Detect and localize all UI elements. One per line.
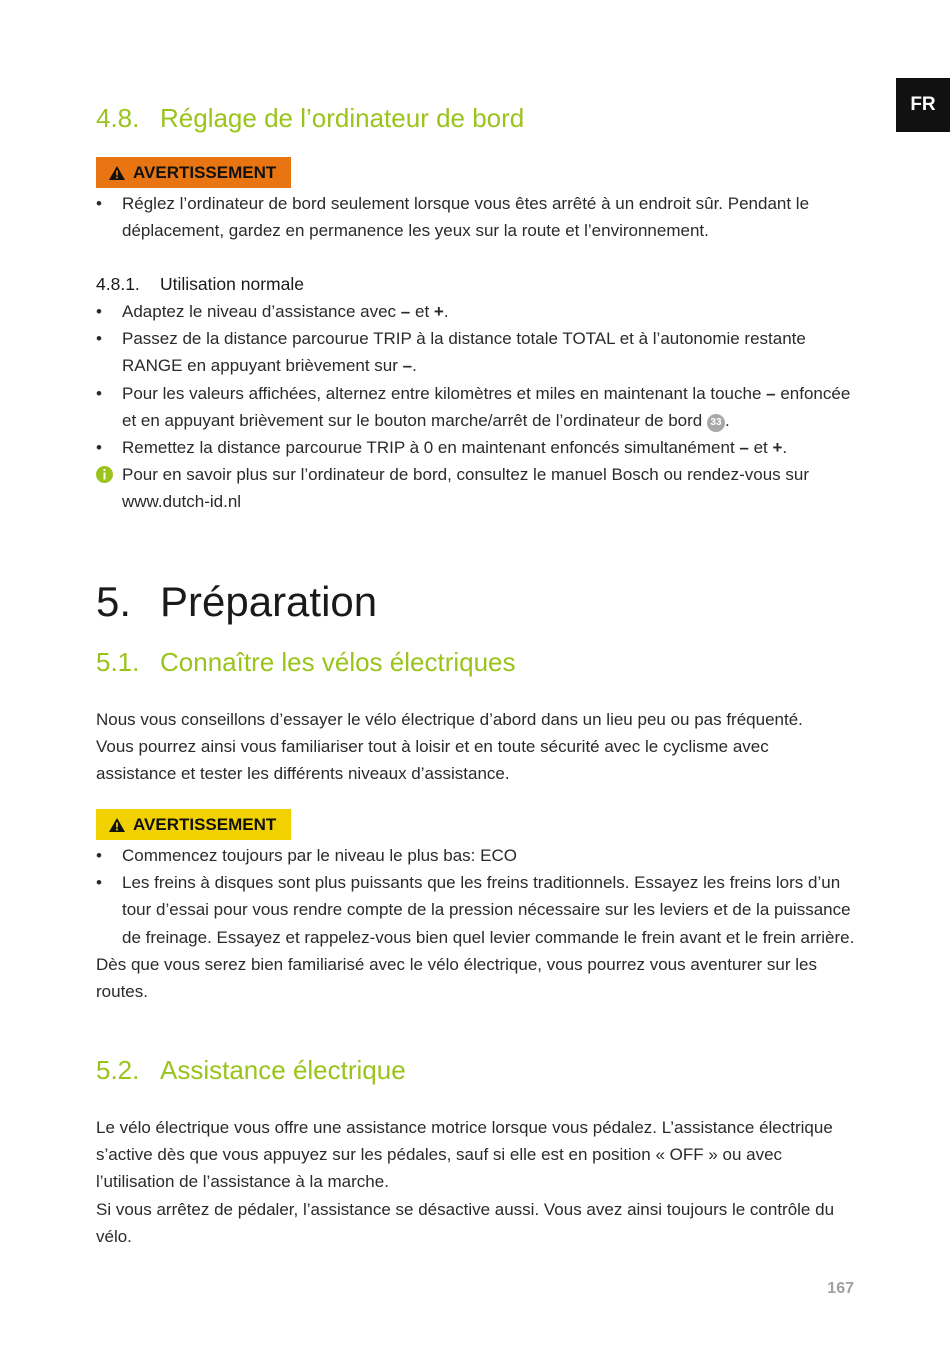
text-part: enfoncée et en appuyant brièvement sur le bouton marche/arrêt de l’ordinateur de bord [122,383,851,430]
section-heading-5-1 [96,646,516,678]
section-5-2-body [96,1114,856,1250]
minus-symbol: – [400,302,411,321]
minus-symbol: – [766,383,776,403]
list-item [96,434,856,461]
bullet: • [96,873,102,893]
chapter-title: Préparation [160,578,378,625]
paragraph: Si vous arrêtez de pédaler, l’assistance se désactive aussi. Vous avez ainsi toujours le contrôle du vélo. [96,1199,835,1246]
section-number: 5.2. [96,1055,140,1085]
bullet: • [96,846,102,865]
reference-number-badge: 33 [707,414,725,432]
section-title: Assistance électrique [160,1055,406,1085]
plus-symbol: + [433,302,444,321]
subsection-title: Utilisation normale [160,274,304,294]
list-item [96,190,862,244]
page-content [96,0,866,1246]
warning-label: AVERTISSEMENT [133,162,277,182]
list-item [96,869,866,951]
text-part: et [410,302,434,321]
bullet: • [96,438,102,458]
list-item [96,842,866,869]
language-tab: FR [896,78,950,132]
text-part: . [724,410,730,430]
list-item-text: Commencez toujours par le niveau le plus bas: ECO [122,846,517,865]
subsection-number: 4.8.1. [96,274,140,294]
text-part: Adaptez le niveau d’assistance avec [122,302,401,321]
bullet: • [96,302,102,321]
list-item-text: Réglez l’ordinateur de bord seulement lorsque vous êtes arrêté à un endroit sûr. Pendant le déplacement, gardez en permanence les yeux sur la route et l’environnement. [122,194,810,241]
text-part: . [782,438,788,458]
warning-list [96,842,866,1005]
plus-symbol: + [772,438,783,458]
warning-label: AVERTISSEMENT [133,814,277,834]
section-title: Connaître les vélos électriques [160,647,516,677]
warning-banner [96,809,291,840]
paragraph: Le vélo électrique vous offre une assistance motrice lorsque vous pédalez. L’assistance électrique s’active dès que vous appuyez sur les pédales, sauf si elle est en position « OFF » ou avec l’utilisation de l’assistance à la marche. [96,1118,833,1192]
list-item [96,380,856,434]
section-title: Réglage de l’ordinateur de bord [160,103,525,133]
warning-triangle-icon [108,165,126,181]
page-number: 167 [827,1280,854,1297]
list-item [96,298,856,325]
warning-triangle-icon [108,817,126,833]
warning-banner [96,157,291,188]
bullet: • [96,383,102,403]
list-4-8-1 [96,298,856,516]
text-part: Pour les valeurs affichées, alternez entre kilomètres et miles en maintenant la touche [122,383,767,403]
paragraph: Nous vous conseillons d’essayer le vélo électrique d’abord dans un lieu peu ou pas fréquenté. Vous pourrez ainsi vous familiariser tout à loisir et en toute sécurité avec le cyclisme avec assistance et tester les différents niveaux d’assistance. [96,710,803,784]
info-text: Pour en savoir plus sur l’ordinateur de bord, consultez le manuel Bosch ou rendez-vous sur www.dutch-id.nl [122,465,809,512]
section-heading-5-2 [96,1054,406,1086]
section-number: 4.8. [96,103,140,133]
minus-symbol: – [739,438,749,458]
section-number: 5.1. [96,647,140,677]
paragraph: Dès que vous serez bien familiarisé avec le vélo électrique, vous pourrez vous aventurer sur les routes. [96,954,817,1002]
info-icon [96,466,113,483]
info-note [96,461,856,515]
text-part: . [412,356,417,376]
bullet: • [96,329,102,349]
chapter-heading-5 [96,577,377,627]
list-item [96,325,856,379]
text-part: . [443,302,449,321]
subsection-heading-4-8-1 [96,272,304,296]
text-part: Passez de la distance parcourue TRIP à la distance totale TOTAL et à l’autonomie restante RANGE en appuyant brièvement sur [122,329,806,376]
minus-symbol: – [402,356,413,376]
text-part: Remettez la distance parcourue TRIP à 0 en maintenant enfoncés simultanément [122,438,740,458]
text-part: et [748,438,773,458]
section-heading-4-8 [96,102,524,134]
chapter-number: 5. [96,578,132,625]
bullet: • [96,194,102,213]
list-item-text: Les freins à disques sont plus puissants que les freins traditionnels. Essayez les freins lors d’un tour d’essai pour vous rendre compte de la pression nécessaire sur les leviers et de la puissance de freinage. Essayez et rappelez-vous bien quel levier commande le frein avant et le frein arrière. [122,873,855,947]
